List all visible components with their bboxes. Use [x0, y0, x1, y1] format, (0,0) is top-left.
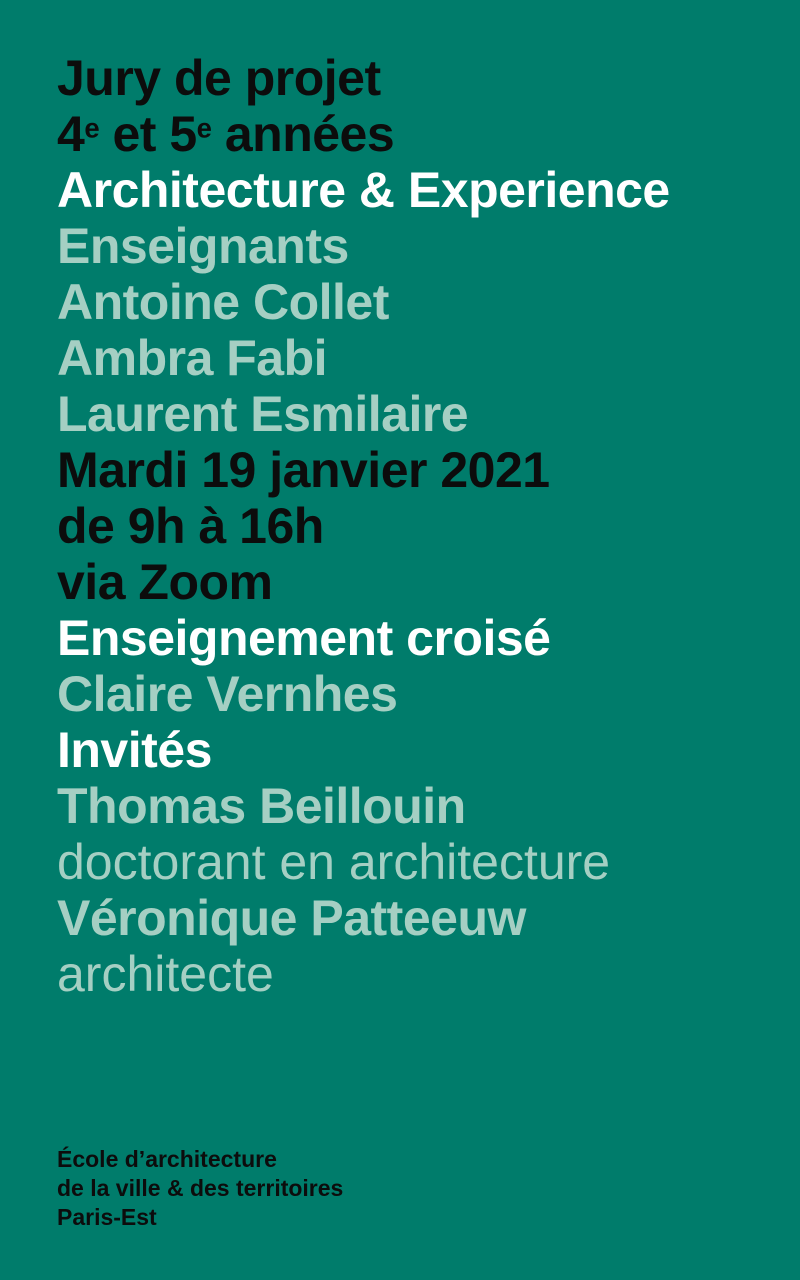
teacher-name: Ambra Fabi: [57, 330, 328, 386]
studio-title: Architecture & Experience: [57, 162, 670, 218]
superscript-e: e: [196, 112, 212, 144]
teacher-name: Antoine Collet: [57, 274, 389, 330]
guest-role: architecte: [57, 946, 274, 1002]
guest-name: Véronique Patteeuw: [57, 890, 526, 946]
school-name-line3: Paris-Est: [57, 1204, 157, 1230]
jury-title: Jury de projet: [57, 50, 381, 106]
years-part: et 5: [99, 106, 197, 162]
event-platform: via Zoom: [57, 554, 273, 610]
event-time: de 9h à 16h: [57, 498, 324, 554]
superscript-e: e: [84, 112, 100, 144]
guest-name: Thomas Beillouin: [57, 778, 466, 834]
years-part: années: [211, 106, 395, 162]
event-date: Mardi 19 janvier 2021: [57, 442, 550, 498]
cross-teaching-name: Claire Vernhes: [57, 666, 398, 722]
guests-label: Invités: [57, 722, 212, 778]
poster-text-block: [57, 50, 670, 1002]
school-name-line2: de la ville & des territoires: [57, 1175, 344, 1201]
teachers-label: Enseignants: [57, 218, 349, 274]
guest-role: doctorant en architecture: [57, 834, 611, 890]
school-signature: [57, 1145, 343, 1232]
years-part: 4: [57, 106, 85, 162]
school-name-line1: École d’architecture: [57, 1146, 277, 1172]
teacher-name: Laurent Esmilaire: [57, 386, 469, 442]
years-line: [57, 106, 670, 162]
cross-teaching-label: Enseignement croisé: [57, 610, 551, 666]
